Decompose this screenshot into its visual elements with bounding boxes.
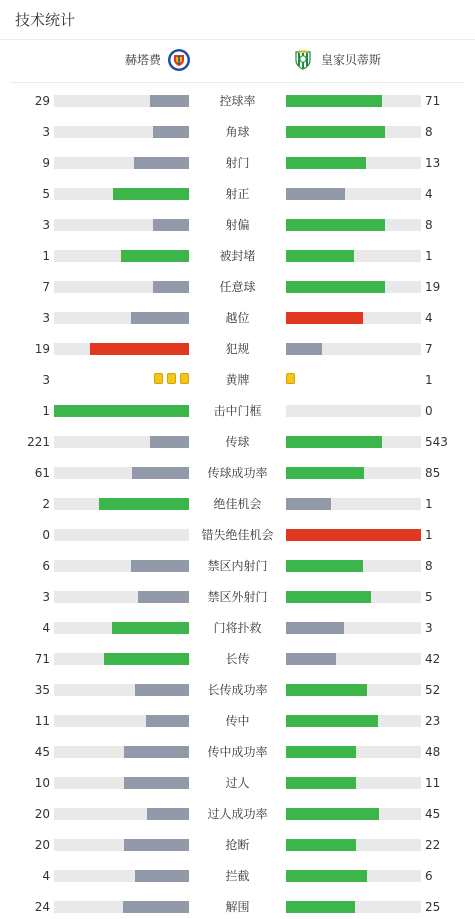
- home-bar-track: [54, 653, 189, 665]
- home-value: 20: [34, 807, 50, 821]
- away-bar-track: [286, 498, 421, 510]
- away-value: 22: [425, 838, 441, 852]
- home-value: 35: [34, 683, 50, 697]
- home-value: 11: [34, 714, 50, 728]
- stat-label: 黄牌: [225, 373, 250, 387]
- stat-row: [0, 184, 475, 204]
- stat-row: [0, 339, 475, 359]
- away-bar-fill: [286, 498, 331, 510]
- home-bar-track: [54, 343, 189, 355]
- home-bar-fill: [113, 188, 189, 200]
- stat-label: 传中成功率: [207, 745, 268, 759]
- away-value: 8: [425, 559, 433, 573]
- away-value: 543: [425, 435, 448, 449]
- home-bar-fill: [121, 250, 189, 262]
- home-value: 6: [42, 559, 50, 573]
- away-bar-track: [286, 560, 421, 572]
- home-bar-fill: [150, 436, 189, 448]
- home-bar-fill: [132, 467, 189, 479]
- away-bar-fill: [286, 157, 366, 169]
- away-bar-track: [286, 684, 421, 696]
- stat-row: [0, 556, 475, 576]
- away-bar-fill: [286, 715, 378, 727]
- home-bar-track: [54, 901, 189, 913]
- away-bar-track: [286, 157, 421, 169]
- stat-label: 过人: [225, 776, 250, 790]
- away-bar-fill: [286, 281, 385, 293]
- stat-label: 射正: [225, 187, 250, 201]
- home-bar-track: [54, 188, 189, 200]
- stat-label: 错失绝佳机会: [201, 528, 274, 542]
- stat-label: 绝佳机会: [213, 497, 262, 511]
- away-bar-fill: [286, 312, 363, 324]
- home-bar-fill: [135, 684, 189, 696]
- stat-row: [0, 618, 475, 638]
- home-bar-track: [54, 808, 189, 820]
- away-bar-fill: [286, 808, 379, 820]
- away-bar-track: [286, 126, 421, 138]
- away-bar-track: [286, 312, 421, 324]
- home-bar-fill: [90, 343, 189, 355]
- away-bar-fill: [286, 591, 371, 603]
- stat-row: [0, 897, 475, 917]
- away-value: 45: [425, 807, 441, 821]
- away-value: 52: [425, 683, 441, 697]
- away-bar-track: [286, 95, 421, 107]
- home-value: 3: [42, 373, 50, 387]
- stat-label: 禁区外射门: [207, 590, 268, 604]
- stat-label: 传中: [225, 714, 250, 728]
- home-value: 24: [34, 900, 50, 914]
- stat-row: [0, 680, 475, 700]
- home-value: 2: [42, 497, 50, 511]
- home-value: 5: [42, 187, 50, 201]
- home-bar-track: [54, 405, 189, 417]
- home-value: 4: [42, 869, 50, 883]
- stat-label: 被封堵: [219, 249, 256, 263]
- away-value: 23: [425, 714, 441, 728]
- away-bar-track: [286, 436, 421, 448]
- stat-label: 长传成功率: [207, 683, 268, 697]
- stat-row: [0, 742, 475, 762]
- away-bar-fill: [286, 777, 356, 789]
- home-value: 3: [42, 311, 50, 325]
- stat-label: 控球率: [219, 94, 256, 108]
- stat-label: 任意球: [219, 280, 256, 294]
- away-bar-track: [286, 467, 421, 479]
- home-value: 1: [42, 404, 50, 418]
- away-bar-fill: [286, 901, 355, 913]
- away-bar-fill: [286, 436, 382, 448]
- home-bar-track: [54, 777, 189, 789]
- away-bar-track: [286, 188, 421, 200]
- away-bar-track: [286, 405, 421, 417]
- home-value: 29: [34, 94, 50, 108]
- stat-row: [0, 804, 475, 824]
- away-bar-fill: [286, 622, 344, 634]
- home-bar-fill: [112, 622, 189, 634]
- away-bar-track: [286, 870, 421, 882]
- home-value: 3: [42, 125, 50, 139]
- stat-row: [0, 153, 475, 173]
- away-value: 71: [425, 94, 441, 108]
- home-value: 3: [42, 590, 50, 604]
- away-value: 19: [425, 280, 441, 294]
- away-bar-track: [286, 343, 421, 355]
- home-bar-track: [54, 715, 189, 727]
- stat-label: 解围: [225, 900, 250, 914]
- away-value: 8: [425, 125, 433, 139]
- home-bar-track: [54, 312, 189, 324]
- home-bar-fill: [150, 95, 189, 107]
- away-bar-fill: [286, 529, 421, 541]
- away-bar-fill: [286, 343, 322, 355]
- away-value: 7: [425, 342, 433, 356]
- away-value: 1: [425, 528, 433, 542]
- home-bar-fill: [153, 219, 189, 231]
- away-value: 42: [425, 652, 441, 666]
- home-bar-track: [54, 436, 189, 448]
- away-value: 25: [425, 900, 441, 914]
- home-bar-fill: [134, 157, 189, 169]
- stat-label: 射门: [225, 156, 250, 170]
- away-team[interactable]: [291, 48, 381, 72]
- stat-row: [0, 122, 475, 142]
- stat-label: 犯规: [225, 342, 250, 356]
- yellow-card-icon: [286, 373, 295, 384]
- away-value: 48: [425, 745, 441, 759]
- home-value: 0: [42, 528, 50, 542]
- home-value: 10: [34, 776, 50, 790]
- away-bar-track: [286, 901, 421, 913]
- home-bar-track: [54, 467, 189, 479]
- home-bar-track: [54, 219, 189, 231]
- away-yellow-cards: [286, 373, 295, 384]
- home-bar-track: [54, 157, 189, 169]
- stat-row: [0, 587, 475, 607]
- away-value: 5: [425, 590, 433, 604]
- yellow-card-icon: [154, 373, 163, 384]
- away-bar-fill: [286, 250, 354, 262]
- away-bar-track: [286, 622, 421, 634]
- away-bar-track: [286, 839, 421, 851]
- stat-label: 越位: [225, 311, 250, 325]
- stat-label: 拦截: [225, 869, 250, 883]
- away-value: 13: [425, 156, 441, 170]
- home-value: 1: [42, 249, 50, 263]
- home-team[interactable]: [125, 48, 191, 72]
- away-bar-fill: [286, 219, 385, 231]
- away-bar-fill: [286, 560, 363, 572]
- home-bar-fill: [124, 777, 189, 789]
- away-bar-track: [286, 591, 421, 603]
- home-bar-fill: [124, 746, 189, 758]
- stat-row: [0, 277, 475, 297]
- stat-label: 禁区内射门: [207, 559, 268, 573]
- home-bar-fill: [153, 126, 189, 138]
- away-value: 6: [425, 869, 433, 883]
- stat-row: [0, 91, 475, 111]
- home-bar-track: [54, 250, 189, 262]
- home-value: 9: [42, 156, 50, 170]
- home-bar-track: [54, 529, 189, 541]
- stat-row: [0, 866, 475, 886]
- away-value: 85: [425, 466, 441, 480]
- home-value: 7: [42, 280, 50, 294]
- home-bar-track: [54, 870, 189, 882]
- home-bar-fill: [138, 591, 189, 603]
- stat-label: 传球: [225, 435, 250, 449]
- away-bar-fill: [286, 839, 356, 851]
- yellow-card-icon: [167, 373, 176, 384]
- away-bar-fill: [286, 684, 367, 696]
- stat-row: [0, 773, 475, 793]
- home-bar-fill: [147, 808, 189, 820]
- stat-label: 抢断: [225, 838, 250, 852]
- away-value: 4: [425, 187, 433, 201]
- stat-label: 门将扑救: [213, 621, 262, 635]
- away-bar-fill: [286, 467, 364, 479]
- stat-row: [0, 370, 475, 390]
- home-bar-fill: [99, 498, 189, 510]
- home-bar-fill: [146, 715, 189, 727]
- home-value: 221: [27, 435, 50, 449]
- home-bar-fill: [153, 281, 189, 293]
- away-value: 1: [425, 249, 433, 263]
- home-bar-track: [54, 591, 189, 603]
- stat-row: [0, 401, 475, 421]
- stat-label: 射偏: [225, 218, 250, 232]
- home-value: 4: [42, 621, 50, 635]
- yellow-card-icon: [180, 373, 189, 384]
- stat-row: [0, 432, 475, 452]
- stat-row: [0, 494, 475, 514]
- home-value: 45: [34, 745, 50, 759]
- real-betis-crest-icon: [291, 48, 315, 72]
- home-bar-track: [54, 126, 189, 138]
- stat-row: [0, 525, 475, 545]
- home-bar-fill: [104, 653, 189, 665]
- away-bar-track: [286, 219, 421, 231]
- stat-row: [0, 215, 475, 235]
- title-bar: [0, 0, 475, 40]
- stat-label: 传球成功率: [207, 466, 268, 480]
- away-bar-fill: [286, 653, 336, 665]
- away-bar-track: [286, 250, 421, 262]
- home-bar-track: [54, 95, 189, 107]
- away-bar-fill: [286, 870, 367, 882]
- getafe-crest-icon: [167, 48, 191, 72]
- away-value: 11: [425, 776, 441, 790]
- away-team-name: 皇家贝蒂斯: [321, 53, 382, 67]
- home-bar-track: [54, 746, 189, 758]
- away-bar-track: [286, 281, 421, 293]
- away-value: 0: [425, 404, 433, 418]
- away-bar-track: [286, 746, 421, 758]
- stat-label: 长传: [225, 652, 250, 666]
- home-bar-fill: [123, 901, 189, 913]
- home-value: 20: [34, 838, 50, 852]
- stat-row: [0, 308, 475, 328]
- away-value: 3: [425, 621, 433, 635]
- stat-row: [0, 835, 475, 855]
- home-value: 61: [34, 466, 50, 480]
- away-bar-fill: [286, 126, 385, 138]
- stat-row: [0, 711, 475, 731]
- home-bar-track: [54, 281, 189, 293]
- away-bar-track: [286, 653, 421, 665]
- home-bar-track: [54, 622, 189, 634]
- stat-row: [0, 246, 475, 266]
- away-bar-track: [286, 715, 421, 727]
- home-value: 19: [34, 342, 50, 356]
- away-bar-fill: [286, 95, 382, 107]
- away-value: 4: [425, 311, 433, 325]
- home-bar-track: [54, 560, 189, 572]
- away-value: 8: [425, 218, 433, 232]
- home-bar-fill: [131, 560, 189, 572]
- stat-row: [0, 463, 475, 483]
- away-bar-track: [286, 808, 421, 820]
- away-bar-track: [286, 777, 421, 789]
- away-value: 1: [425, 497, 433, 511]
- home-value: 71: [34, 652, 50, 666]
- home-bar-fill: [54, 405, 189, 417]
- stat-row: [0, 649, 475, 669]
- stat-label: 角球: [225, 125, 250, 139]
- home-bar-fill: [135, 870, 189, 882]
- home-team-name: 赫塔费: [125, 53, 162, 67]
- away-value: 1: [425, 373, 433, 387]
- home-bar-track: [54, 498, 189, 510]
- stat-label: 过人成功率: [207, 807, 268, 821]
- away-bar-track: [286, 529, 421, 541]
- home-bar-track: [54, 839, 189, 851]
- away-bar-fill: [286, 188, 345, 200]
- away-bar-fill: [286, 746, 356, 758]
- home-yellow-cards: [154, 373, 189, 384]
- teams-header: [10, 40, 465, 83]
- home-bar-fill: [131, 312, 189, 324]
- home-bar-track: [54, 684, 189, 696]
- home-value: 3: [42, 218, 50, 232]
- home-bar-fill: [124, 839, 189, 851]
- stat-label: 击中门框: [213, 404, 262, 418]
- page-title: 技术统计: [15, 11, 76, 29]
